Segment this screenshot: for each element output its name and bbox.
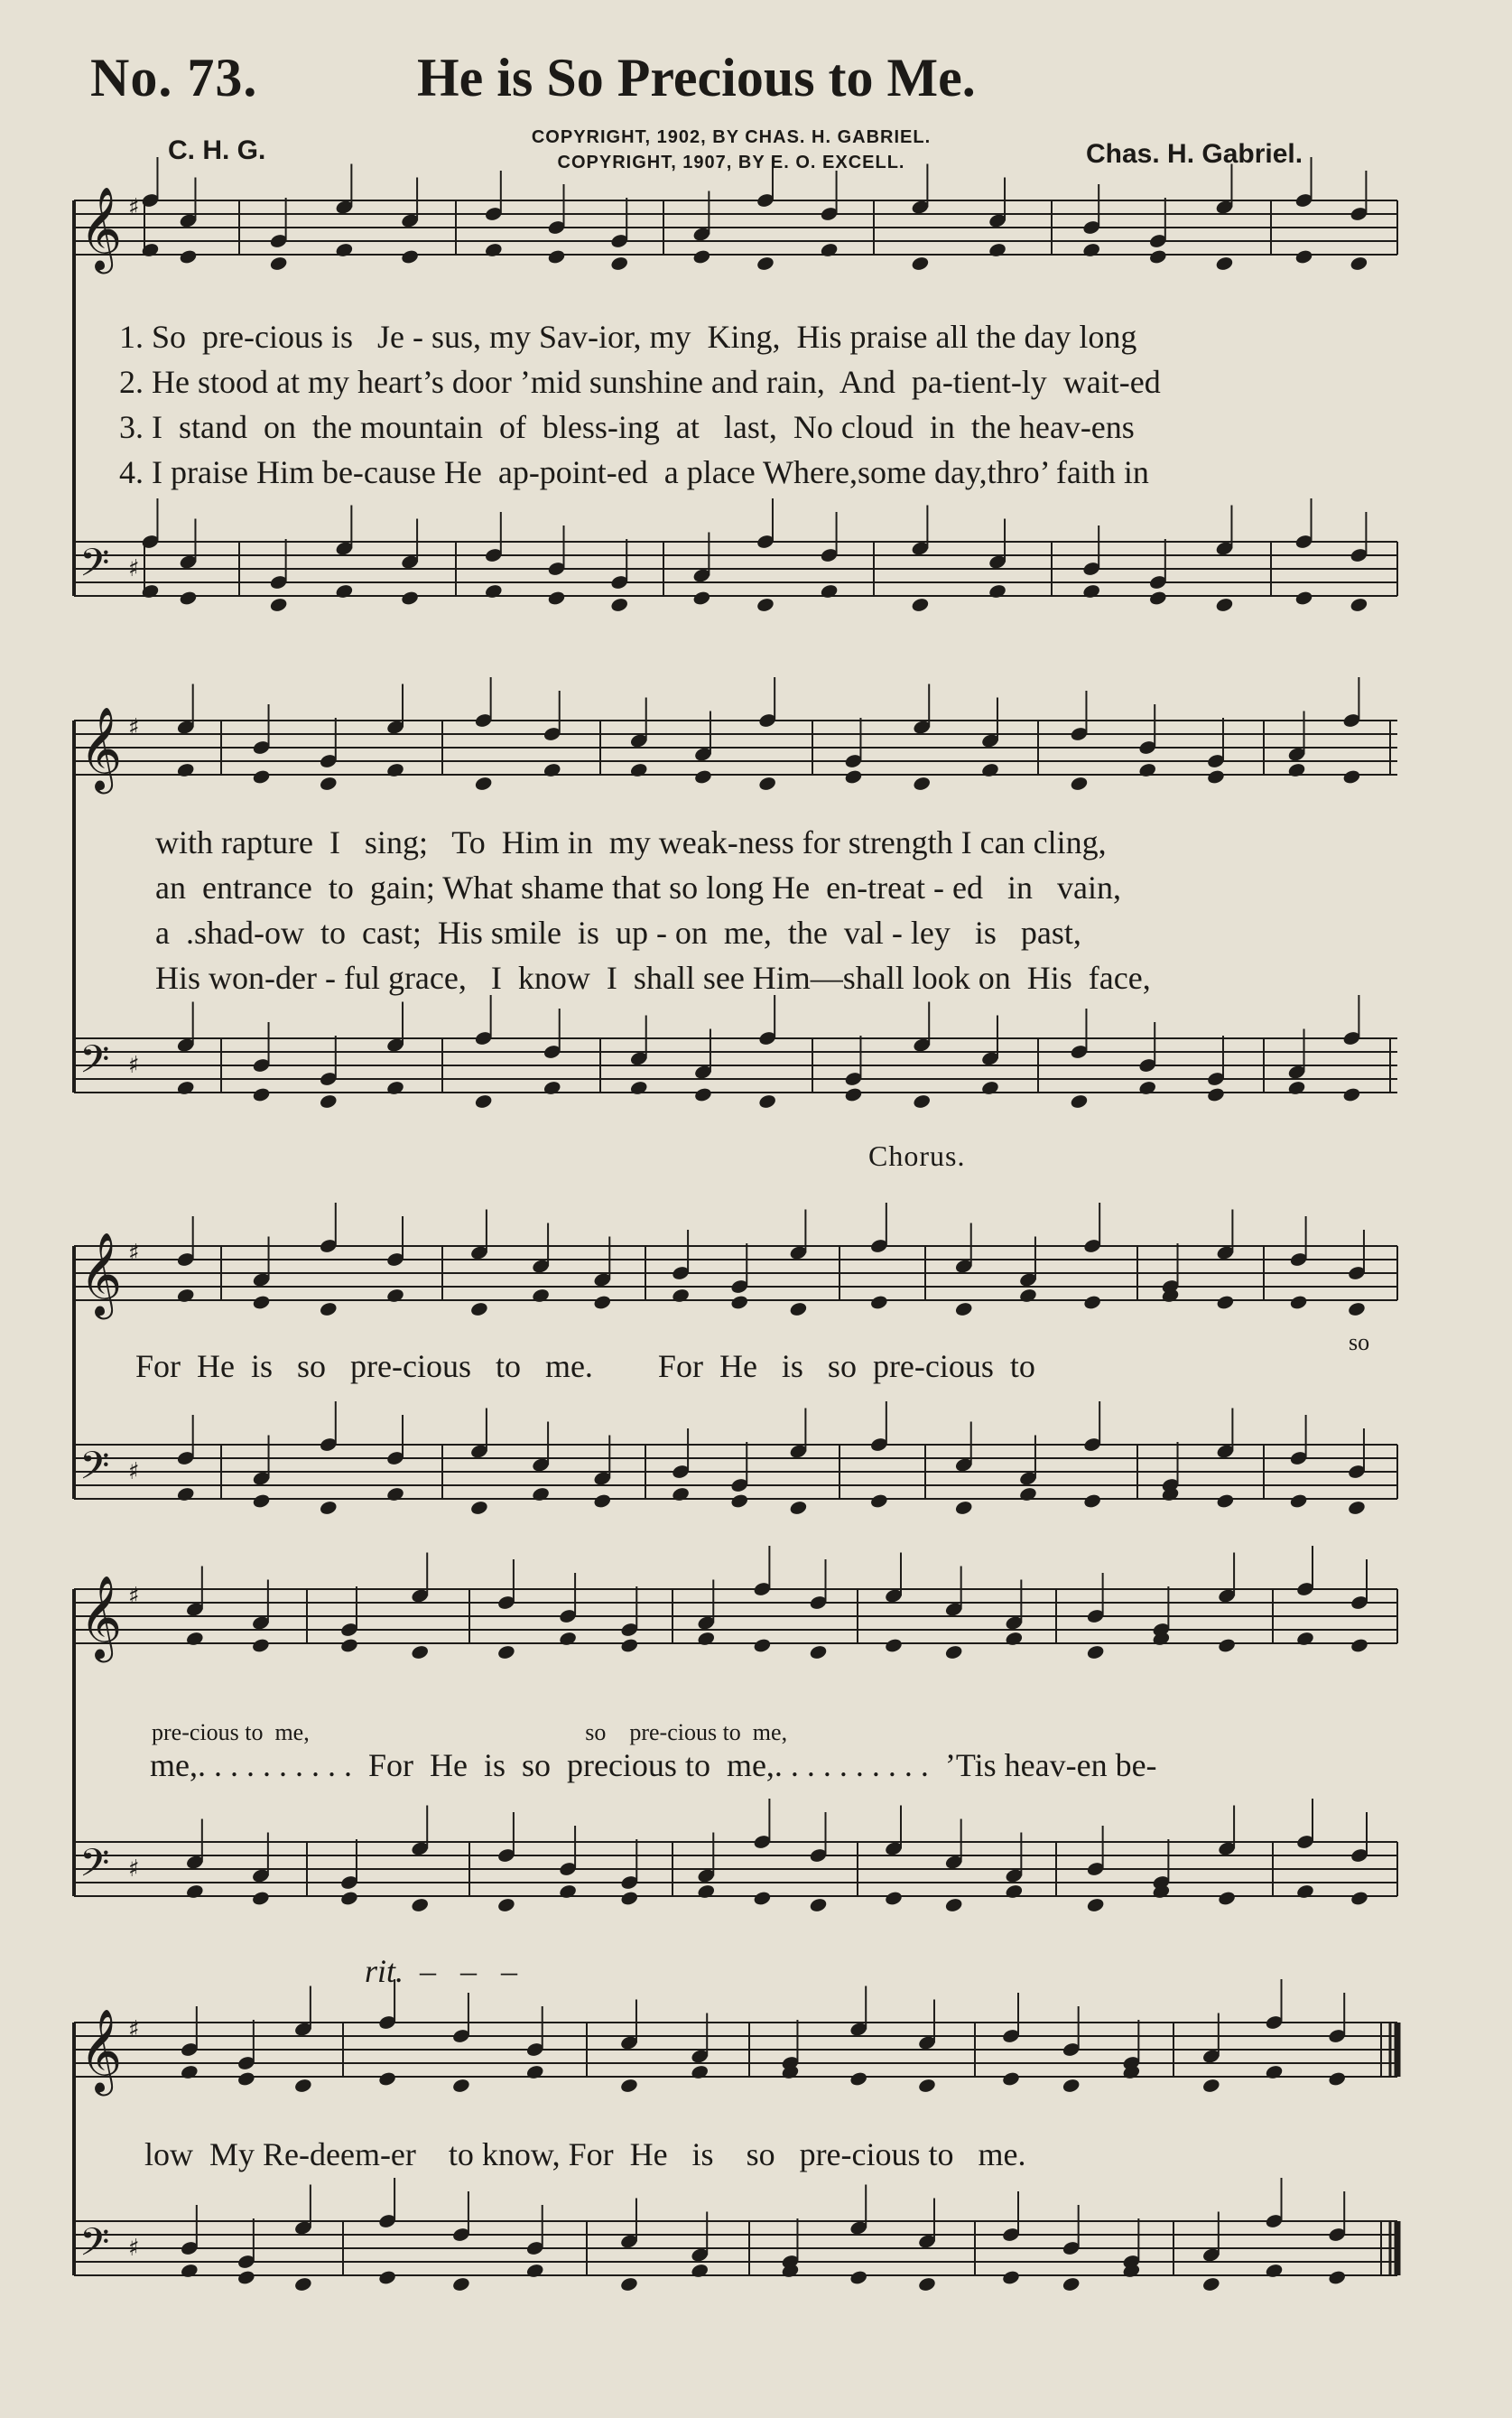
- note-head: [697, 1631, 716, 1647]
- note-head: [1215, 256, 1234, 272]
- note-head: [1082, 1493, 1101, 1509]
- note-head: [1328, 2070, 1347, 2087]
- note-head: [820, 242, 839, 258]
- note-head: [269, 256, 288, 272]
- note-head: [1062, 2078, 1081, 2094]
- note-head: [185, 1631, 204, 1647]
- note-head: [237, 2269, 255, 2285]
- note-head: [251, 1890, 270, 1906]
- note-head: [756, 256, 775, 272]
- verse-2-line-2: an entrance to gain; What shame that so long He en-treat - ed in vain,: [155, 870, 1121, 906]
- treble-clef-icon: 𝄞: [79, 706, 123, 790]
- note-head: [1201, 2276, 1220, 2292]
- note-head: [730, 1493, 749, 1509]
- note-head: [176, 1080, 195, 1096]
- note-head: [385, 1080, 404, 1096]
- note-head: [400, 590, 419, 606]
- hymn-title: He is So Precious to Me.: [417, 48, 976, 107]
- note-head: [1138, 762, 1157, 778]
- note-head: [385, 1486, 404, 1502]
- note-head: [1216, 1294, 1235, 1310]
- note-head: [1001, 2070, 1020, 2087]
- note-head: [593, 1493, 612, 1509]
- note-head: [558, 1883, 577, 1900]
- note-head: [1289, 1294, 1308, 1310]
- note-head: [525, 2263, 544, 2279]
- note-head: [1138, 1080, 1157, 1096]
- note-head: [671, 1288, 690, 1304]
- sharp-icon: ♯: [128, 1855, 140, 1883]
- note-head: [1342, 768, 1361, 785]
- note-head: [319, 1301, 338, 1317]
- verse-3-line-2: a .shad-ow to cast; His smile is up - on me, the val - ley is past,: [155, 915, 1081, 951]
- note-head: [692, 248, 711, 265]
- hymn-number: No. 73.: [90, 48, 258, 107]
- note-head: [400, 248, 419, 265]
- note-head: [451, 2078, 470, 2094]
- note-head: [1216, 1493, 1235, 1509]
- note-head: [377, 2070, 396, 2087]
- note-head: [185, 1883, 204, 1900]
- note-head: [377, 2269, 396, 2285]
- sharp-icon: ♯: [128, 2016, 140, 2043]
- note-head: [849, 2070, 868, 2087]
- note-head: [496, 1644, 515, 1660]
- note-head: [610, 597, 629, 613]
- note-head: [1287, 1080, 1306, 1096]
- note-head: [1001, 2269, 1020, 2285]
- chorus-lyric-1: For He is so pre-cious to me. For He is so pre-cious to: [135, 1348, 1035, 1384]
- note-head: [335, 242, 354, 258]
- note-head: [531, 1486, 550, 1502]
- note-head: [730, 1294, 749, 1310]
- bass-clef-icon: 𝄢: [79, 1037, 110, 1092]
- note-head: [1148, 590, 1167, 606]
- note-head: [180, 2064, 199, 2080]
- note-head: [619, 2078, 638, 2094]
- note-head: [629, 1080, 648, 1096]
- note-head: [1350, 597, 1368, 613]
- note-head: [1215, 597, 1234, 613]
- note-head: [237, 2070, 255, 2087]
- note-head: [543, 762, 561, 778]
- note-head: [180, 2263, 199, 2279]
- note-head: [809, 1897, 828, 1913]
- note-head: [884, 1890, 903, 1906]
- verse-1-line-1: 1. So pre-cious is Je - sus, my Sav-ior, my King, His praise all the day long: [119, 319, 1137, 355]
- sharp-icon: ♯: [128, 555, 140, 582]
- note-head: [849, 2269, 868, 2285]
- note-head: [1217, 1890, 1236, 1906]
- sharp-icon: ♯: [128, 1458, 140, 1485]
- note-head: [525, 2064, 544, 2080]
- note-head: [547, 590, 566, 606]
- note-head: [1287, 762, 1306, 778]
- treble-clef-icon: 𝄞: [79, 1232, 123, 1316]
- note-head: [1295, 1631, 1314, 1647]
- verse-1-line-2: with rapture I sing; To Him in my weak-ness for strength I can cling,: [155, 824, 1107, 860]
- note-head: [474, 1093, 493, 1110]
- note-head: [293, 2276, 312, 2292]
- note-head: [988, 583, 1006, 600]
- note-head: [693, 768, 712, 785]
- note-head: [1350, 1637, 1368, 1653]
- note-head: [252, 1493, 271, 1509]
- note-head: [954, 1500, 973, 1516]
- composer-credit: Chas. H. Gabriel.: [1086, 139, 1303, 169]
- verse-4-line-2: His won-der - ful grace, I know I shall see Him—shall look on His face,: [155, 960, 1151, 996]
- note-head: [1201, 2078, 1220, 2094]
- note-head: [944, 1897, 963, 1913]
- note-head: [980, 1080, 999, 1096]
- note-head: [610, 256, 629, 272]
- note-head: [697, 1883, 716, 1900]
- sharp-icon: ♯: [128, 194, 140, 221]
- copyright-line-2: COPYRIGHT, 1907, BY E. O. EXCELL.: [557, 153, 905, 172]
- note-head: [692, 590, 711, 606]
- note-head: [1294, 248, 1313, 265]
- note-head: [756, 597, 775, 613]
- note-head: [844, 1086, 863, 1102]
- note-head: [1070, 776, 1089, 792]
- note-head: [251, 1637, 270, 1653]
- note-head: [1148, 248, 1167, 265]
- note-head: [176, 762, 195, 778]
- note-head: [913, 1093, 932, 1110]
- note-head: [884, 1637, 903, 1653]
- note-head: [385, 1288, 404, 1304]
- note-head: [917, 2078, 936, 2094]
- note-head: [496, 1897, 515, 1913]
- verse-3-line-1: 3. I stand on the mountain of bless-ing at last, No cloud in the heav-ens: [119, 409, 1135, 445]
- note-head: [809, 1644, 828, 1660]
- note-head: [869, 1294, 888, 1310]
- note-head: [620, 1637, 639, 1653]
- note-head: [1086, 1644, 1105, 1660]
- note-head: [469, 1500, 488, 1516]
- note-head: [179, 590, 198, 606]
- note-head: [484, 583, 503, 600]
- note-head: [385, 762, 404, 778]
- verse-4-line-1: 4. I praise Him be-cause He ap-point-ed a place Where,some day,thro’ faith in: [119, 454, 1149, 490]
- note-head: [619, 2276, 638, 2292]
- note-head: [339, 1637, 358, 1653]
- note-head: [1289, 1493, 1308, 1509]
- note-head: [980, 762, 999, 778]
- note-head: [1005, 1883, 1024, 1900]
- note-head: [691, 2263, 710, 2279]
- note-head: [531, 1288, 550, 1304]
- note-head: [141, 583, 160, 600]
- note-head: [869, 1493, 888, 1509]
- note-head: [844, 768, 863, 785]
- note-head: [319, 1500, 338, 1516]
- note-head: [1062, 2276, 1081, 2292]
- note-head: [691, 2064, 710, 2080]
- chorus-echo-lyric: pre-cious to me, so pre-cious to me,: [152, 1719, 788, 1745]
- note-head: [944, 1644, 963, 1660]
- note-head: [547, 248, 566, 265]
- note-head: [911, 597, 930, 613]
- note-head: [484, 242, 503, 258]
- note-head: [1086, 1897, 1105, 1913]
- verse-2-line-1: 2. He stood at my heart’s door ’mid sunshine and rain, And pa-tient-ly wait-ed: [119, 364, 1161, 400]
- note-head: [1018, 1486, 1037, 1502]
- sharp-icon: ♯: [128, 714, 140, 741]
- bass-clef-icon: 𝄢: [79, 1841, 110, 1895]
- note-head: [917, 2276, 936, 2292]
- note-head: [319, 776, 338, 792]
- chorus-label: Chorus.: [868, 1139, 966, 1172]
- note-head: [1294, 590, 1313, 606]
- ritardando-marking: rit. – – –: [365, 1953, 518, 1989]
- note-head: [1265, 2064, 1284, 2080]
- note-head: [543, 1080, 561, 1096]
- note-head: [629, 762, 648, 778]
- note-head: [558, 1631, 577, 1647]
- note-head: [1347, 1500, 1366, 1516]
- note-head: [789, 1500, 808, 1516]
- note-head: [620, 1890, 639, 1906]
- sharp-icon: ♯: [128, 1240, 140, 1267]
- copyright-line-1: COPYRIGHT, 1902, BY CHAS. H. GABRIEL.: [531, 127, 932, 147]
- note-head: [179, 248, 198, 265]
- note-head: [1018, 1288, 1037, 1304]
- note-head: [988, 242, 1006, 258]
- note-head: [671, 1486, 690, 1502]
- note-head: [757, 1093, 776, 1110]
- note-head: [1347, 1301, 1366, 1317]
- note-head: [1342, 1086, 1361, 1102]
- treble-clef-icon: 𝄞: [79, 2008, 123, 2092]
- note-head: [141, 242, 160, 258]
- note-head: [753, 1890, 772, 1906]
- note-head: [252, 1294, 271, 1310]
- note-head: [469, 1301, 488, 1317]
- note-head: [789, 1301, 808, 1317]
- note-head: [1295, 1883, 1314, 1900]
- note-head: [954, 1301, 973, 1317]
- note-head: [1082, 1294, 1101, 1310]
- note-head: [252, 768, 271, 785]
- bass-clef-icon: 𝄢: [79, 2220, 110, 2274]
- note-head: [757, 776, 776, 792]
- note-head: [1070, 1093, 1089, 1110]
- note-head: [1005, 1631, 1024, 1647]
- sharp-icon: ♯: [128, 1052, 140, 1079]
- note-head: [1328, 2269, 1347, 2285]
- note-head: [693, 1086, 712, 1102]
- note-head: [339, 1890, 358, 1906]
- note-head: [1206, 768, 1225, 785]
- bass-clef-icon: 𝄢: [79, 1444, 110, 1498]
- note-head: [753, 1637, 772, 1653]
- sharp-icon: ♯: [128, 1583, 140, 1610]
- note-head: [1082, 242, 1101, 258]
- treble-clef-icon: 𝄞: [79, 186, 123, 270]
- note-head: [293, 2078, 312, 2094]
- note-head: [1206, 1086, 1225, 1102]
- note-head: [451, 2276, 470, 2292]
- chorus-echo-so: so: [1349, 1329, 1370, 1355]
- note-head: [1265, 2263, 1284, 2279]
- sharp-icon: ♯: [128, 2235, 140, 2262]
- chorus-lyric-2: me,. . . . . . . . . . For He is so precious to me,. . . . . . . . . . ’Tis heav-en be-: [150, 1747, 1157, 1783]
- note-head: [911, 256, 930, 272]
- note-head: [474, 776, 493, 792]
- note-head: [411, 1644, 430, 1660]
- note-head: [1350, 256, 1368, 272]
- note-head: [411, 1897, 430, 1913]
- note-head: [269, 597, 288, 613]
- note-head: [319, 1093, 338, 1110]
- note-head: [335, 583, 354, 600]
- note-head: [1082, 583, 1101, 600]
- note-head: [593, 1294, 612, 1310]
- note-head: [176, 1288, 195, 1304]
- note-head: [820, 583, 839, 600]
- chorus-lyric-3: low My Re-deem-er to know, For He is so pre-cious to me.: [144, 2136, 1026, 2172]
- note-head: [913, 776, 932, 792]
- bass-clef-icon: 𝄢: [79, 541, 110, 595]
- note-head: [252, 1086, 271, 1102]
- note-head: [1217, 1637, 1236, 1653]
- note-head: [176, 1486, 195, 1502]
- note-head: [1350, 1890, 1368, 1906]
- treble-clef-icon: 𝄞: [79, 1575, 123, 1659]
- lyricist-credit: C. H. G.: [168, 135, 266, 165]
